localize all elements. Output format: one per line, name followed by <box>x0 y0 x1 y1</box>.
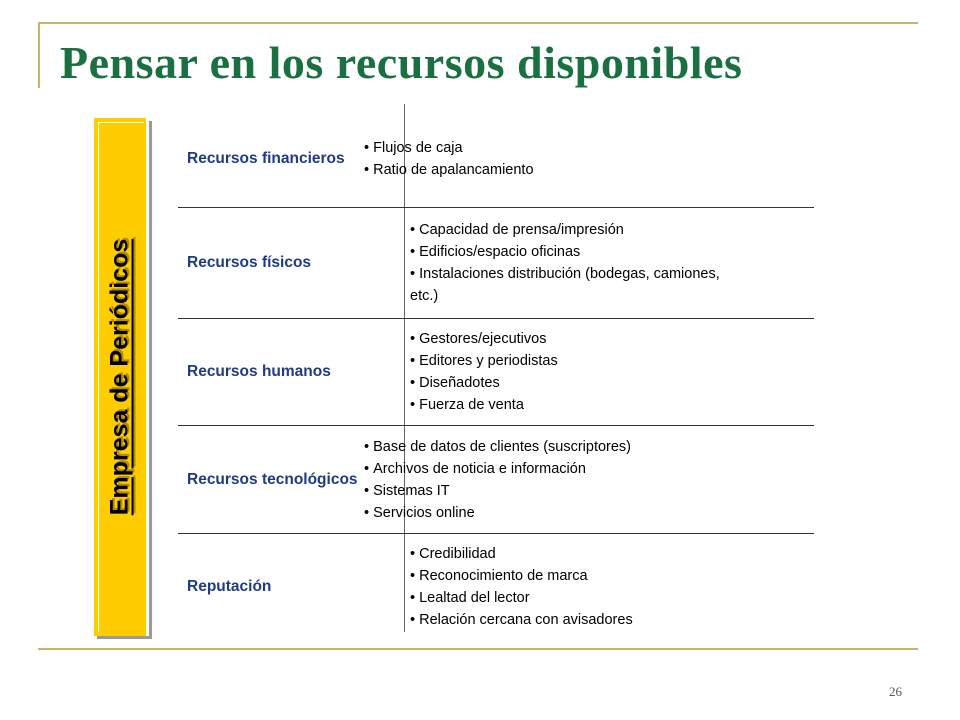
table-row <box>178 534 814 640</box>
row-label: Reputación <box>187 578 272 595</box>
list-item: • Lealtad del lector <box>410 587 814 609</box>
slide-title: Pensar en los recursos disponibles <box>60 37 743 88</box>
list-item: • Relación cercana con avisadores <box>410 609 814 631</box>
frame-top-line <box>38 22 918 24</box>
row-items <box>132 436 814 524</box>
list-item: • Instalaciones distribución (bodegas, camiones, etc.) <box>410 263 740 307</box>
table-row <box>178 426 814 534</box>
list-item: • Credibilidad <box>410 543 814 565</box>
frame-left-line <box>38 22 40 88</box>
row-items <box>178 219 814 307</box>
side-bar <box>94 118 149 636</box>
row-label: Recursos humanos <box>187 363 331 380</box>
list-item: • Diseñadotes <box>410 372 814 394</box>
page-number: 26 <box>889 684 902 699</box>
list-item: • Archivos de noticia e información <box>364 458 814 480</box>
list-item: • Base de datos de clientes (suscriptores) <box>364 436 814 458</box>
list-item: • Servicios online <box>364 502 814 524</box>
list-item: • Edificios/espacio oficinas <box>410 241 814 263</box>
list-item: • Capacidad de prensa/impresión <box>410 219 814 241</box>
list-item: • Sistemas IT <box>364 480 814 502</box>
list-item: • Ratio de apalancamiento <box>364 159 814 181</box>
list-item: • Fuerza de venta <box>410 394 814 416</box>
row-label: Recursos físicos <box>187 254 312 271</box>
frame-bottom-line <box>38 648 918 650</box>
resources-table <box>178 110 814 640</box>
list-item: • Flujos de caja <box>364 137 814 159</box>
row-label: Recursos financieros <box>187 149 345 167</box>
table-row <box>178 319 814 426</box>
side-bar-label: Empresa de Periódicos <box>105 238 134 516</box>
row-items <box>132 137 814 181</box>
list-item: • Editores y periodistas <box>410 350 814 372</box>
table-row <box>178 110 814 208</box>
table-row <box>178 208 814 319</box>
row-label: Recursos tecnológicos <box>187 470 358 488</box>
list-item: • Gestores/ejecutivos <box>410 328 814 350</box>
row-items <box>178 328 814 416</box>
row-items <box>178 543 814 631</box>
list-item: • Reconocimiento de marca <box>410 565 814 587</box>
